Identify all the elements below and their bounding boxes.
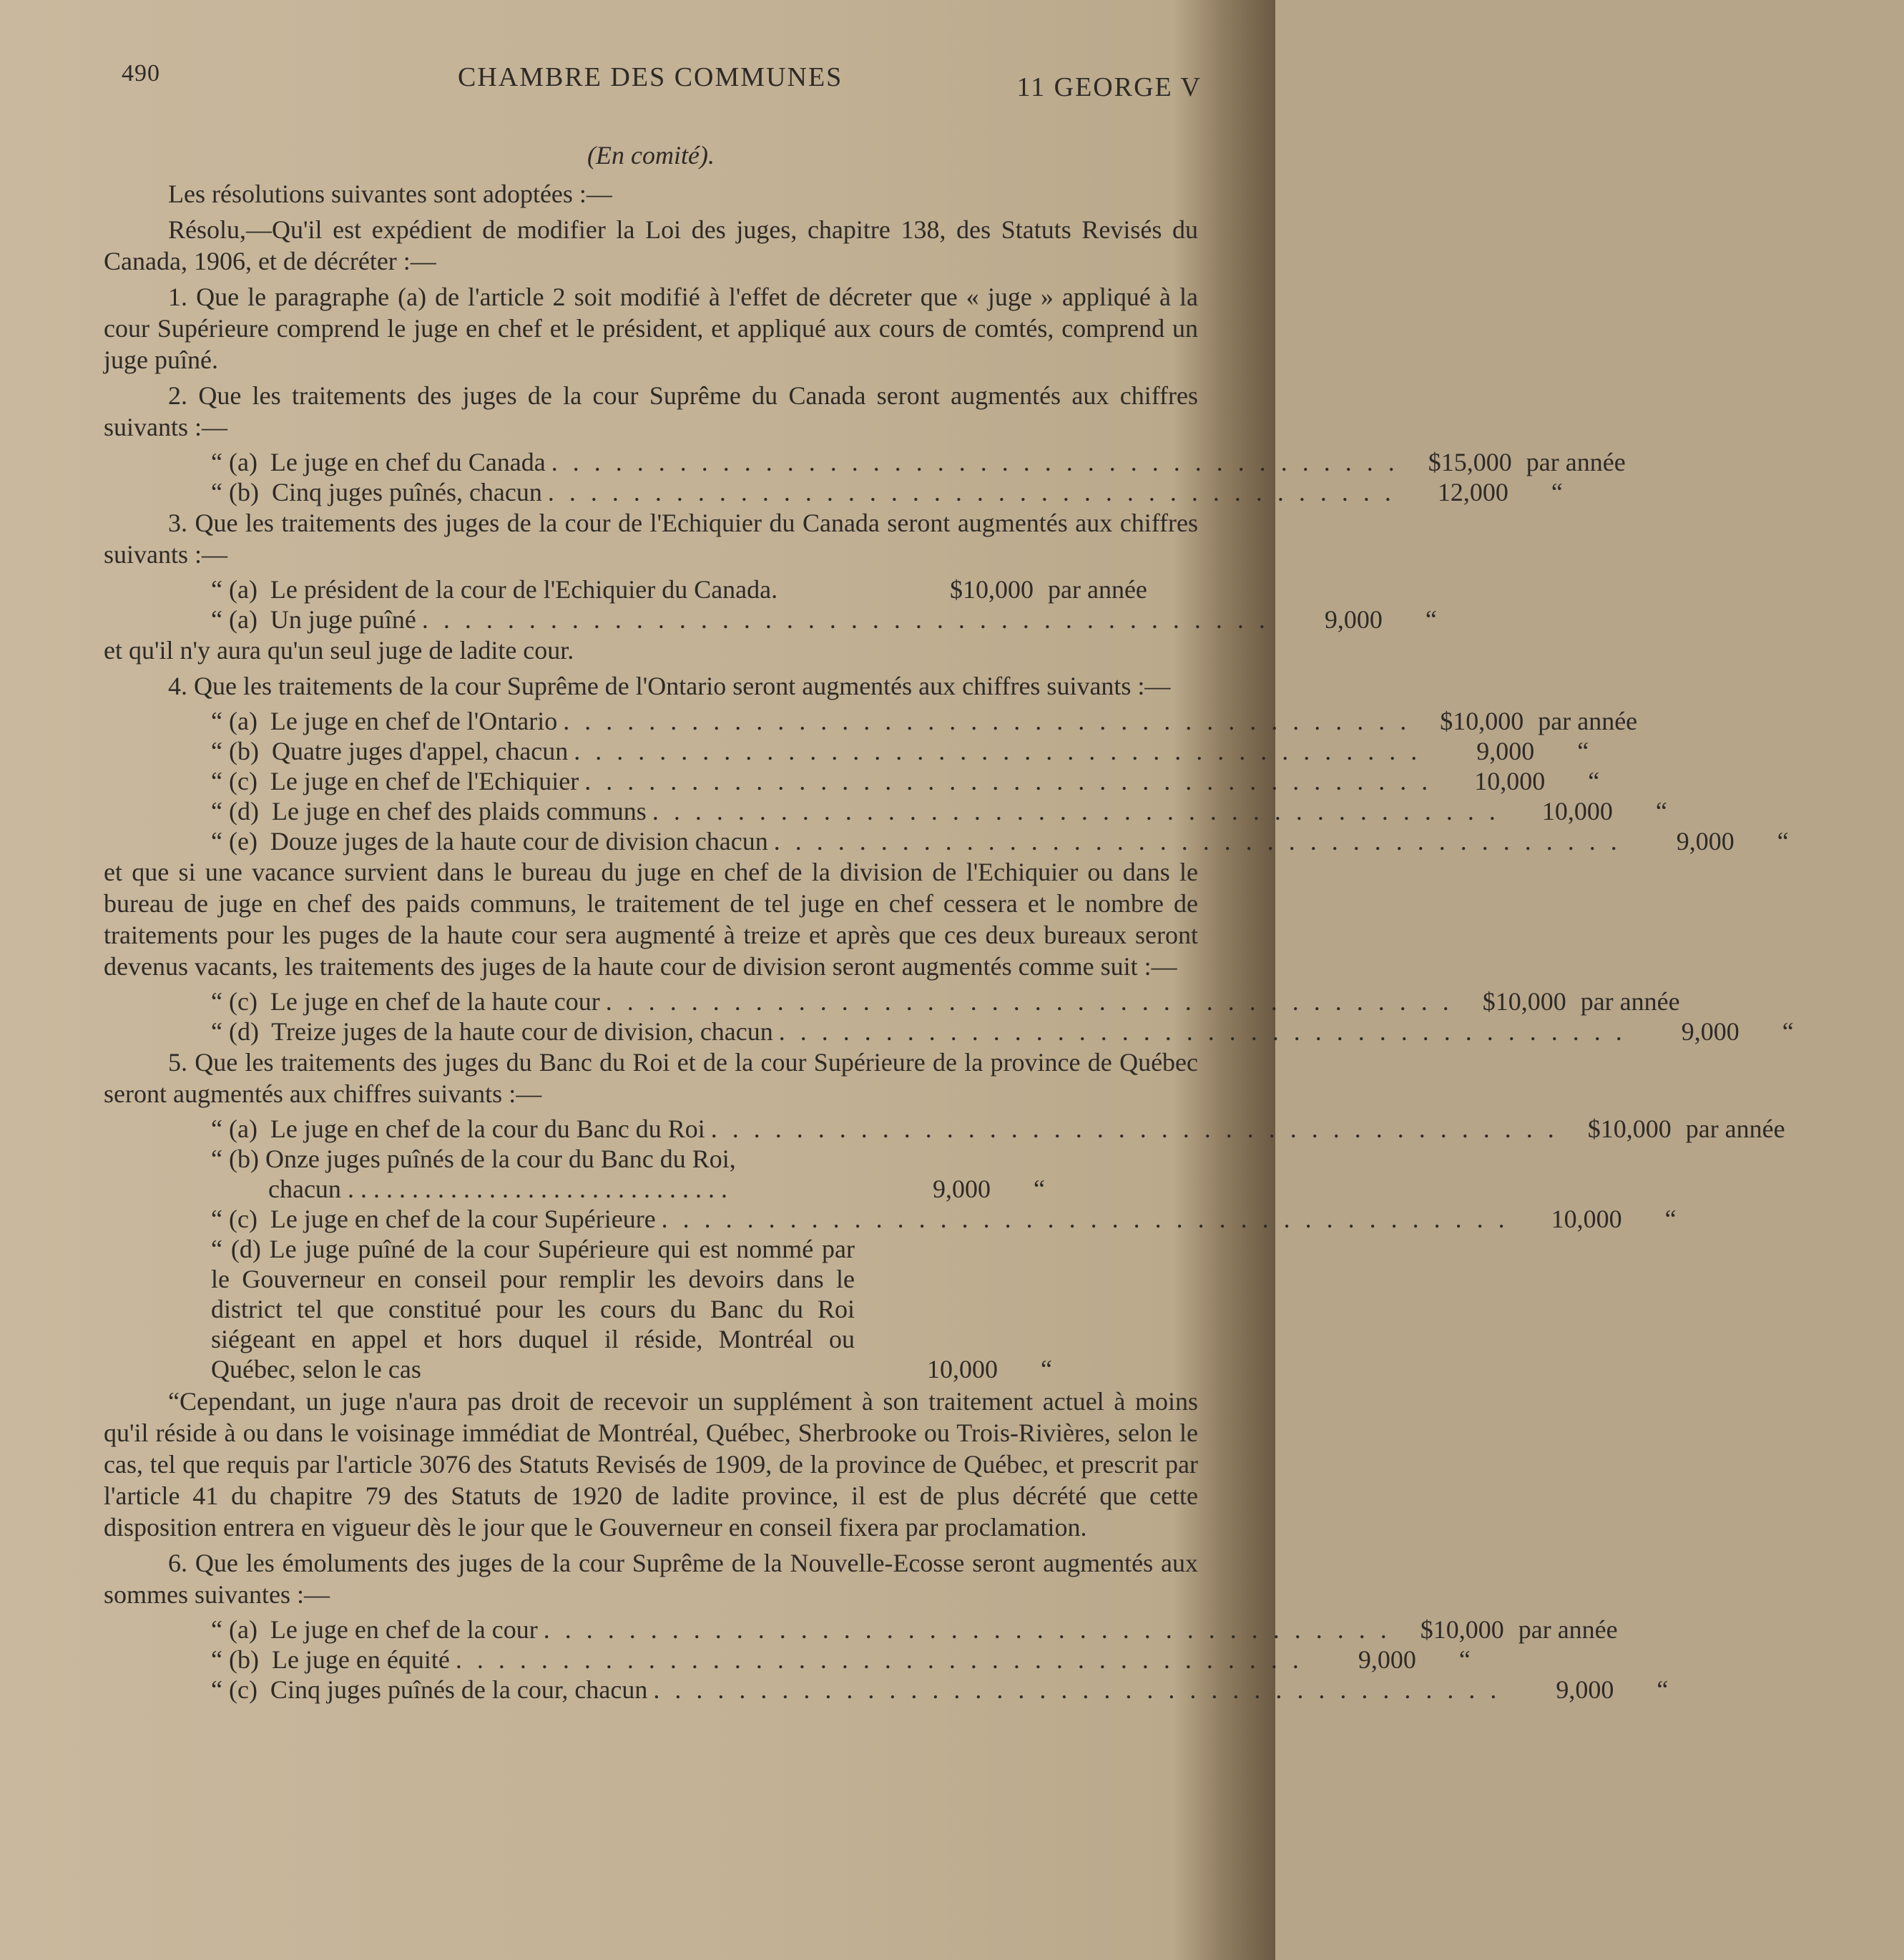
salary-label: “ (c) Le juge en chef de la cour Supérieure [211,1205,656,1233]
salary-amount: $10,000 [950,575,1034,604]
salary-item [211,986,1680,1016]
paragraph-2: 2. Que les traitements des juges de la cour Suprême du Canada seront augmentés aux chiffres suivants :— [104,381,1198,441]
paragraph-1: 1. Que le paragraphe (a) de l'article 2 soit modifié à l'effet de décreter que « juge » appliqué à la cour Supérieure comprend le juge en chef et le président, et appliqué aux cours de comtés, comprend un juge puîné. [104,283,1198,374]
salary-label: “ (a) Le juge en chef de la cour du Banc du Roi [211,1114,705,1143]
salary-item [211,706,1638,736]
salary-unit: “ [1782,1017,1794,1046]
cependant-paragraph: “Cependant, un juge n'aura pas droit de recevoir un supplément à son traitement actuel à moins qu'il réside à ou dans le voisinage immédiat de Montréal, Québec, Sherbrooke ou Trois-Rivières, selon le cas, tel que requis par l'article 3076 des Statuts Revisés de 1909, de la province de Québec, et prescrit par l'article 41 du chapitre 79 des Statuts de 1920 de ladite province, il est de plus décrété que cette disposition entrera en vigueur dès le jour que le Gouverneur en conseil fixera par proclamation. [104,1387,1198,1542]
salary-label: “ (d) Le juge en chef des plaids communs [211,797,647,825]
leader-dots: . . . . . . . . . . . . . . . . . . . . . . . . . . . . . . . . . . . . . . . . [605,987,1453,1016]
salary-label: “ (d) Treize juges de la haute cour de division, chacun [211,1017,773,1046]
salary-amount: 12,000 [1437,478,1508,506]
salary-item [211,1614,1618,1645]
salary-unit: “ [1458,1645,1471,1674]
salary-amount: $15,000 [1428,448,1512,476]
salary-amount: 9,000 [933,1175,991,1203]
paragraph-3-after: et qu'il n'y aura qu'un seul juge de ladite cour. [104,636,574,665]
salary-label: “ (b) Onze juges puînés de la cour du Banc du Roi, [211,1145,736,1173]
leader-dots: . . . . . . . . . . . . . . . . . . . . . . . . . . . . . . . . . . . . . . . . [574,737,1422,765]
salary-item [211,574,1169,604]
salary-amount: $10,000 [1482,987,1566,1016]
salary-list-supreme-court-canada [104,447,1626,507]
salary-item [211,826,1789,856]
salary-item [211,1675,1669,1705]
resolu-paragraph: Résolu,—Qu'il est expédient de modifier la Loi des juges, chapitre 138, des Statuts Revisés du Canada, 1906, et de décréter :— [104,215,1198,275]
salary-unit: “ [1588,767,1600,795]
salary-unit: “ [1655,797,1667,825]
salary-amount: 9,000 [1476,737,1535,765]
leader-dots: . . . . . . . . . . . . . . . . . . . . . . . . . . . . . . . . . . . . . . . . [563,707,1411,735]
paragraph-6: 6. Que les émoluments des juges de la cour Suprême de la Nouvelle-Ecosse seront augmentés aux sommes suivantes :— [104,1549,1198,1609]
salary-list-exchequer-court [104,574,1437,634]
salary-item [211,736,1589,766]
leader-dots: . . . . . . . . . . . . . . . . . . . . . . . . . . . . . . . . . . . . . . . . [710,1114,1559,1143]
salary-amount: 9,000 [1556,1675,1614,1704]
paragraph-4: 4. Que les traitements de la cour Suprême de l'Ontario seront augmentés aux chiffres suivants :— [168,672,1171,700]
leader-dots: . . . . . . . . . . . . . . . . . . . . . . . . . . . . . . . . . . . . . . . . [661,1205,1509,1233]
salary-amount: 10,000 [927,1355,998,1383]
salary-amount: $10,000 [1587,1114,1672,1143]
intro-paragraph: Les résolutions suivantes sont adoptées :— [168,180,612,208]
leader-dots: . . . . . . . . . . . . . . . . . . . . . . . . . . . . . . . . . . . . . . . . [543,1615,1391,1644]
salary-label: “ (c) Le juge en chef de la haute cour [211,987,600,1016]
salary-unit: par année [1048,575,1147,604]
leader-dots: . . . . . . . . . . . . . . . . . . . . . . . . . . . . . . . . . . . . . . . . [773,827,1621,856]
salary-list-ontario [104,706,1789,856]
paragraph-5: 5. Que les traitements des juges du Banc du Roi et de la cour Supérieure de la province de Québec seront augmentés aux chiffres suivants :— [104,1048,1198,1108]
salary-label: “ (a) Le président de la cour de l'Echiquier du Canada. [211,575,778,604]
salary-item [211,1144,1169,1204]
salary-label: “ (b) Quatre juges d'appel, chacun [211,737,569,765]
leader-dots: . . . . . . . . . . . . . . . . . . . . . . . . . . . . . . . . . . . . . . . . [551,448,1399,476]
salary-unit: par année [1518,1615,1618,1644]
running-title: CHAMBRE DES COMMUNES [458,62,843,92]
salary-item [211,796,1667,826]
salary-unit: “ [1577,737,1589,765]
salary-unit: par année [1685,1114,1785,1143]
salary-unit: par année [1580,987,1680,1016]
leader-dots: . . . . . . . . . . . . . . . . . . . . . . . . . . . . . . . . . . . . . . . . [547,478,1395,506]
salary-item [211,477,1563,507]
salary-item [211,1645,1471,1675]
en-comite-heading: (En comité). [587,141,715,170]
leader-dots: . . . . . . . . . . . . . . . . . . . . . . . . . . . . . . . . . . . . . . . . [421,605,1270,634]
salary-amount: 9,000 [1358,1645,1416,1674]
salary-list-nova-scotia [104,1614,1669,1705]
salary-label: “ (a) Le juge en chef de l'Ontario [211,707,558,735]
paragraph-4-after: et que si une vacance survient dans le bureau du juge en chef de la division de l'Echiquier ou dans le bureau de juge en chef des paids communs, le traitement de tel juge en chef cessera et le nombre de traitements pour les puges de la haute cour sera augmenté à treize et après que ces deux bureaux seront devenus vacants, les traitements des juges de la haute cour de division seront augmentés comme suit :— [104,858,1198,981]
leader-dots: . . . . . . . . . . . . . . . . . . . . . . . . . . . . . . . . . . . . . . . . [584,767,1433,795]
salary-label: “ (c) Le juge en chef de l'Echiquier [211,767,579,795]
salary-item [211,1016,1794,1047]
salary-item [211,1204,1677,1234]
reign-label: 11 GEORGE V [1016,72,1202,102]
salary-unit: par année [1538,707,1638,735]
salary-item [211,766,1600,796]
leader-dots: . . . . . . . . . . . . . . . . . . . . . . . . . . . . . . . . . . . . . . . . [652,797,1500,825]
page-header [114,57,1202,100]
leader-dots: . . . . . . . . . . . . . . . . . . . . . . . . . . . . . . . . . . . . . . . . [455,1645,1303,1674]
salary-unit: “ [1664,1205,1677,1233]
page-number: 490 [122,60,160,87]
page-body [104,139,1794,1705]
salary-list-high-court [104,986,1794,1047]
salary-amount: 9,000 [1676,827,1734,856]
salary-item [211,1234,1169,1384]
salary-label: “ (e) Douze juges de la haute cour de division chacun [211,827,768,856]
salary-label: “ (a) Un juge puîné [211,605,416,634]
paragraph-3: 3. Que les traitements des juges de la cour de l'Echiquier du Canada seront augmentés aux chiffres suivants :— [104,509,1198,569]
salary-amount: 9,000 [1324,605,1383,634]
salary-unit: “ [1034,1175,1045,1203]
salary-amount: 10,000 [1474,767,1546,795]
salary-label: “ (c) Cinq juges puînés de la cour, chacun [211,1675,648,1704]
salary-label: “ (b) Cinq juges puînés, chacun [211,478,542,506]
salary-unit: “ [1425,605,1437,634]
salary-unit: “ [1041,1355,1052,1383]
salary-item [211,447,1626,477]
salary-label-continued: chacun . . . . . . . . . . . . . . . . . . . . . . . . . . . . . . [268,1175,727,1203]
leader-dots: . . . . . . . . . . . . . . . . . . . . . . . . . . . . . . . . . . . . . . . . [778,1017,1626,1046]
salary-amount: $10,000 [1420,1615,1504,1644]
salary-label: “ (b) Le juge en équité [211,1645,450,1674]
salary-label: “ (a) Le juge en chef de la cour [211,1615,538,1644]
salary-label: “ (a) Le juge en chef du Canada [211,448,546,476]
salary-amount: $10,000 [1440,707,1524,735]
salary-item [211,1114,1785,1144]
salary-amount: 9,000 [1681,1017,1739,1046]
salary-list-quebec [104,1114,1785,1384]
salary-unit: “ [1551,478,1563,506]
salary-label: “ (d) Le juge puîné de la cour Supérieure qui est nommé par le Gouverneur en conseil pour remplir les devoirs dans le district tel que constitué pour les cours du Banc du Roi siégeant en appel et hors duquel il réside, Montréal ou Québec, selon le cas [211,1235,855,1383]
salary-unit: “ [1657,1675,1669,1704]
salary-amount: 10,000 [1551,1205,1622,1233]
salary-amount: 10,000 [1541,797,1613,825]
salary-item [211,604,1437,634]
salary-unit: “ [1777,827,1789,856]
leader-dots: . . . . . . . . . . . . . . . . . . . . . . . . . . . . . . . . . . . . . . . . [653,1675,1501,1704]
salary-unit: par année [1526,448,1626,476]
